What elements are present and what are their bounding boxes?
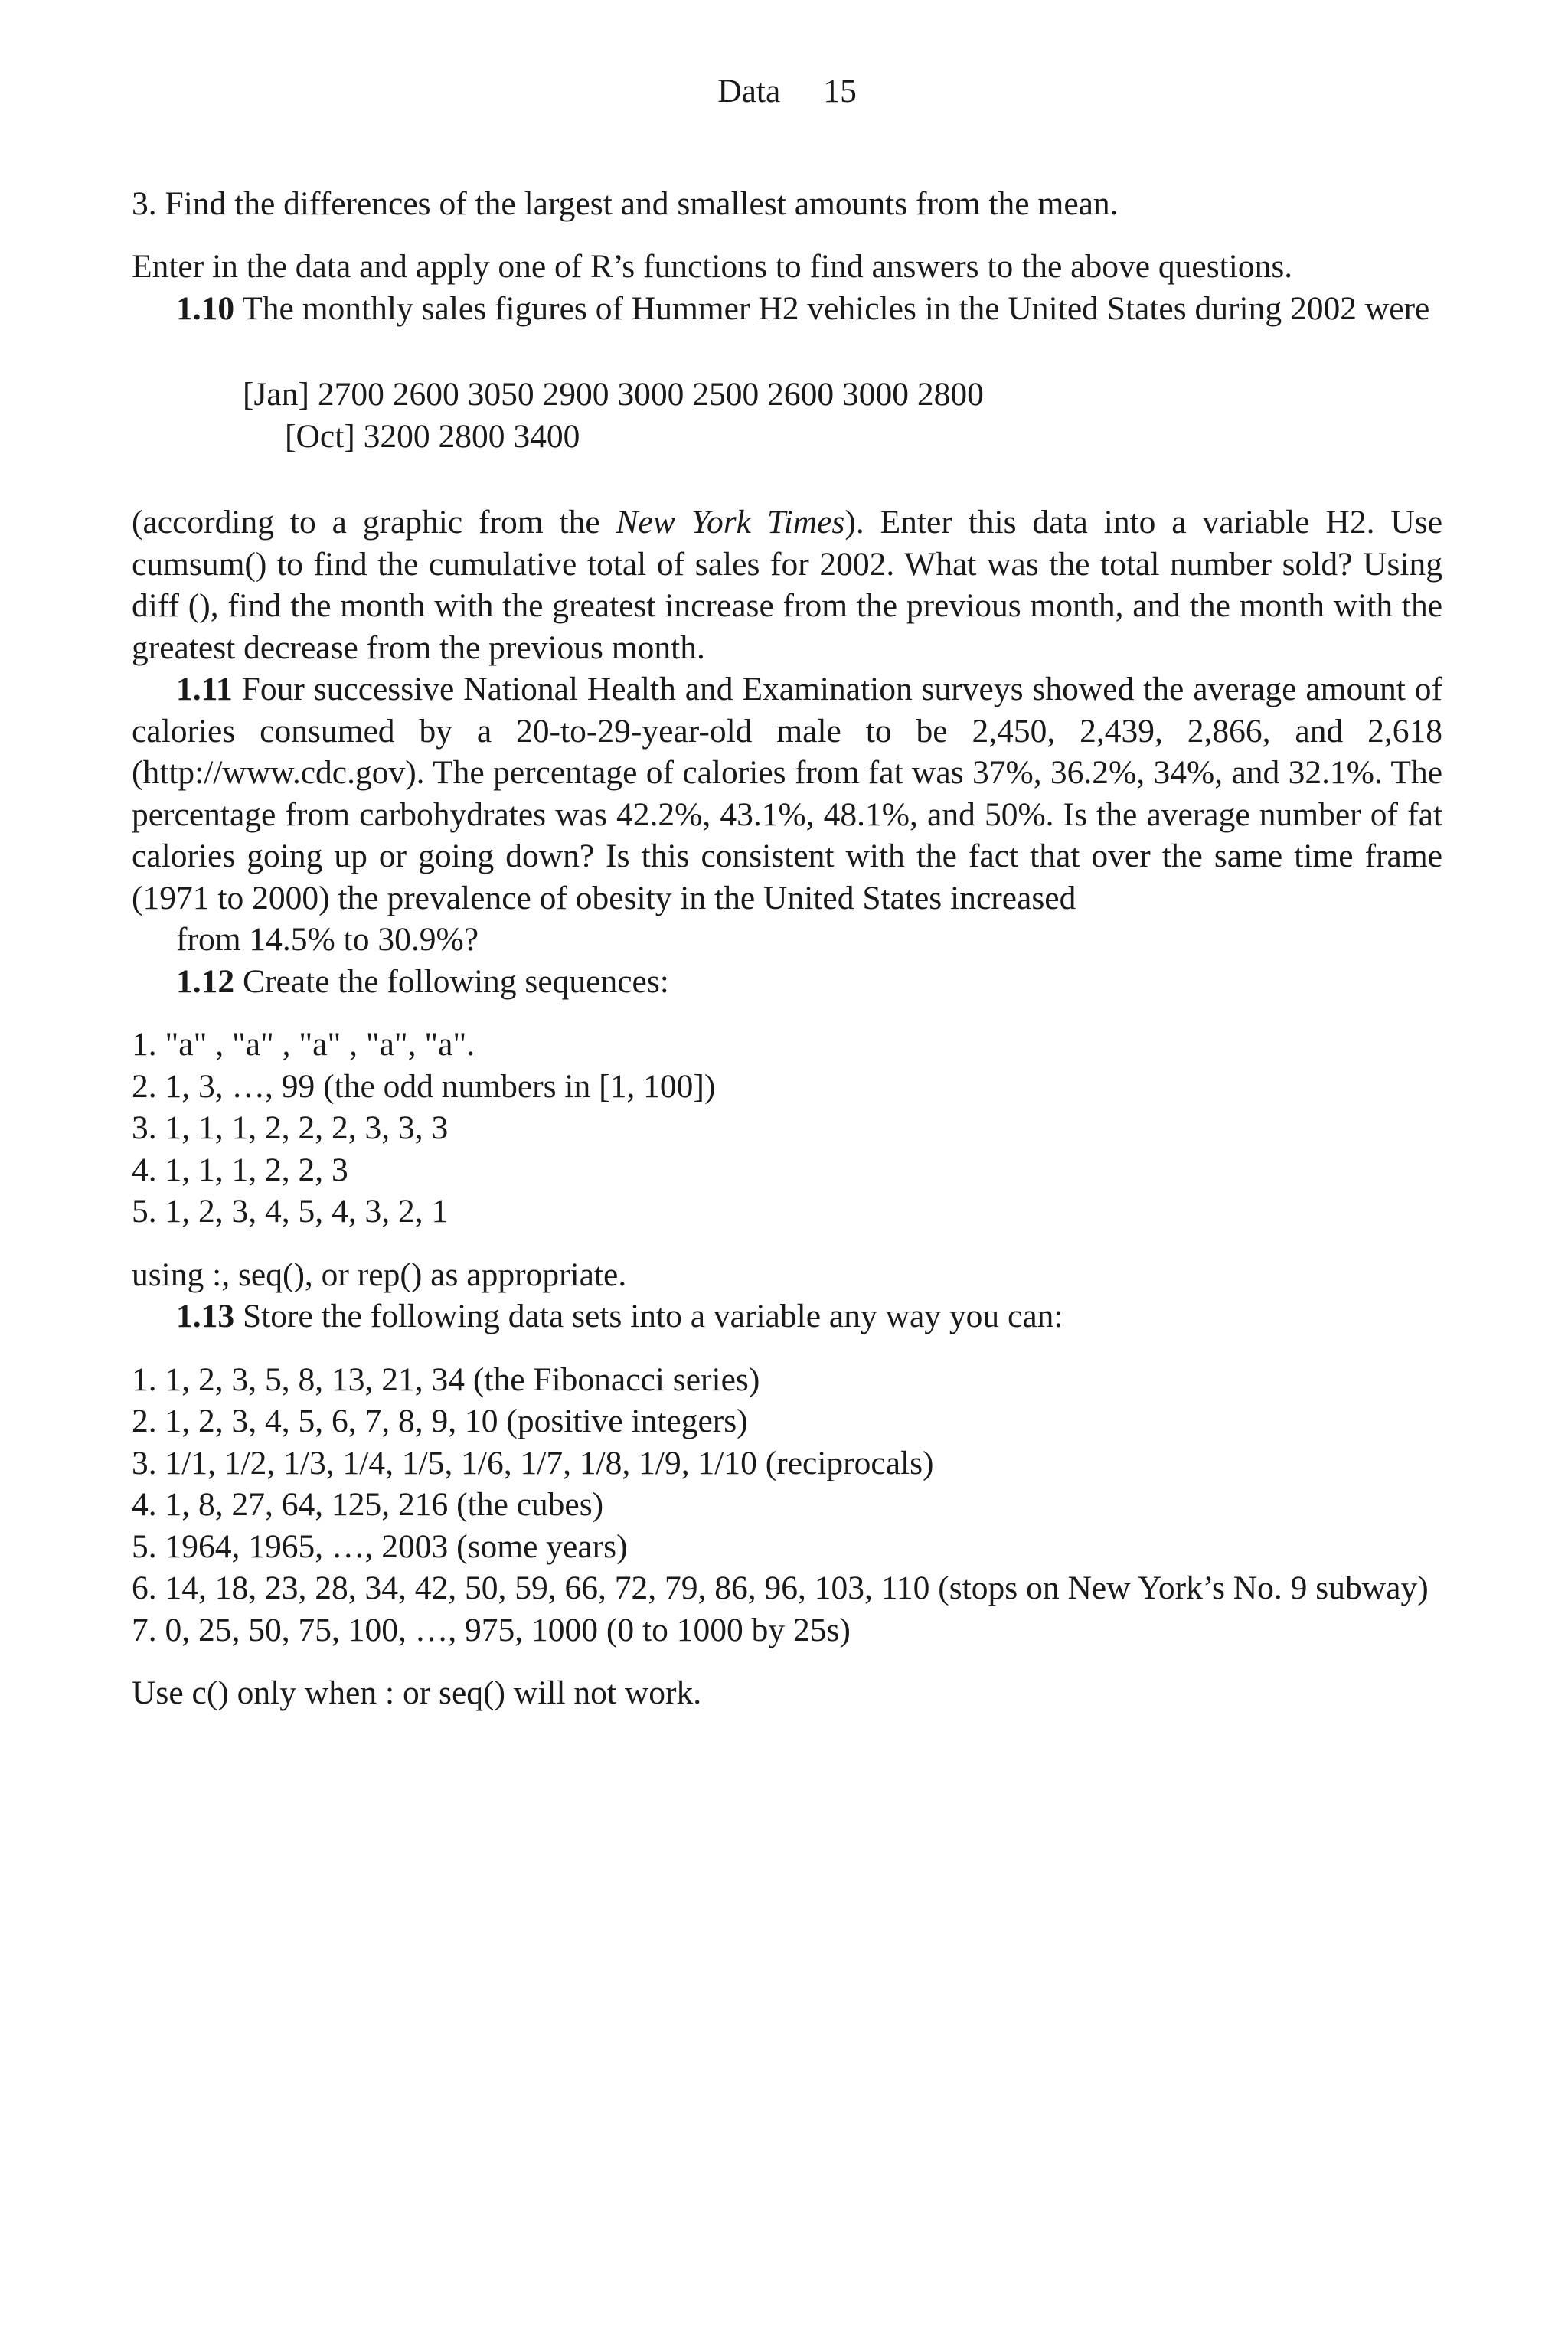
exercise-number: 1.11 xyxy=(176,671,233,707)
exercise-1-10-continued xyxy=(132,501,1442,668)
list-item: 1. "a" , "a" , "a" , "a", "a". xyxy=(132,1026,475,1063)
list-item: 2. 1, 2, 3, 4, 5, 6, 7, 8, 9, 10 (positive integers) xyxy=(132,1403,748,1439)
source-title: New York Times xyxy=(616,504,845,541)
list-item: 3. 1/1, 1/2, 1/3, 1/4, 1/5, 1/6, 1/7, 1/8, 1/9, 1/10 (reciprocals) xyxy=(132,1444,934,1481)
list-item: 4. 1, 8, 27, 64, 125, 216 (the cubes) xyxy=(132,1486,604,1523)
sales-data-block xyxy=(132,374,1442,457)
exercise-number: 1.10 xyxy=(176,289,235,327)
exercise-number: 1.12 xyxy=(176,962,235,1000)
running-head-section: Data xyxy=(717,73,781,109)
page-number: 15 xyxy=(823,73,857,109)
continued-text: (according to a graphic from the xyxy=(132,504,616,541)
list-item: 1. 1, 2, 3, 5, 8, 13, 21, 34 (the Fibonacci series) xyxy=(132,1361,760,1398)
page xyxy=(132,70,1442,1714)
list-item: 5. 1, 2, 3, 4, 5, 4, 3, 2, 1 xyxy=(132,1193,449,1230)
instruction-paragraph: Enter in the data and apply one of R’s functions to find answers to the above questions. xyxy=(132,248,1293,285)
exercise-1-11 xyxy=(132,668,1442,919)
list-item: 3. 1, 1, 1, 2, 2, 2, 3, 3, 3 xyxy=(132,1109,449,1146)
sales-data-line-oct: [Oct] 3200 2800 3400 xyxy=(285,417,580,455)
exercise-1-12 xyxy=(132,961,1442,1003)
running-head xyxy=(132,70,1442,113)
exercise-1-12-after: using :, seq(), or rep() as appropriate. xyxy=(132,1256,627,1293)
data-set-list xyxy=(132,1359,1442,1651)
exercise-text: Create the following sequences: xyxy=(234,962,669,1000)
list-item: 7. 0, 25, 50, 75, 100, …, 975, 1000 (0 to 1000 by 25s) xyxy=(132,1611,851,1648)
exercise-text: Four successive National Health and Examination surveys showed the average amount of calories consumed by a 20-to-29-year-old male to be 2,450, 2,439, 2,866, and 2,618 (http://www.cdc.gov). The percentage of calories from fat was 37%, 36.2%, 34%, and 32.1%. The percentage from carbohydrates was 42.2%, 43.1%, 48.1%, and 50%. Is the average number of fat calories going up or going down? Is this consistent with the fact that over the same time frame (1971 to 2000) the prevalence of obesity in the United States increased xyxy=(132,671,1442,916)
exercise-number: 1.13 xyxy=(176,1298,235,1334)
sequence-list xyxy=(132,1024,1442,1233)
list-item: 5. 1964, 1965, …, 2003 (some years) xyxy=(132,1527,628,1565)
sales-data-line-jan: [Jan] 2700 2600 3050 2900 3000 2500 2600 3000 2800 xyxy=(243,376,984,413)
list-item: 4. 1, 1, 1, 2, 2, 3 xyxy=(132,1151,348,1188)
list-item-3: 3. Find the differences of the largest and smallest amounts from the mean. xyxy=(132,185,1119,222)
exercise-text: The monthly sales figures of Hummer H2 vehicles in the United States during 2002 were xyxy=(234,289,1430,327)
continued-text: ). Enter this data into a variable H2. Use cumsum() to find the cumulative total of sales for 2002. What was the total number sold? Using diff (), find the month with the greatest increase from the previous month, and the month with the greatest decrease from the previous month. xyxy=(132,504,1442,666)
list-item: 2. 1, 3, …, 99 (the odd numbers in [1, 100]) xyxy=(132,1067,716,1105)
exercise-text: Store the following data sets into a variable any way you can: xyxy=(234,1298,1063,1334)
exercise-1-11-continued: from 14.5% to 30.9%? xyxy=(176,921,479,958)
exercise-1-13-after: Use c() only when : or seq() will not work. xyxy=(132,1674,702,1711)
exercise-1-13 xyxy=(132,1295,1442,1338)
exercise-1-10 xyxy=(132,288,1442,330)
list-item: 6. 14, 18, 23, 28, 34, 42, 50, 59, 66, 72, 79, 86, 96, 103, 110 (stops on New York’s No. 9 subway) xyxy=(132,1570,1429,1606)
